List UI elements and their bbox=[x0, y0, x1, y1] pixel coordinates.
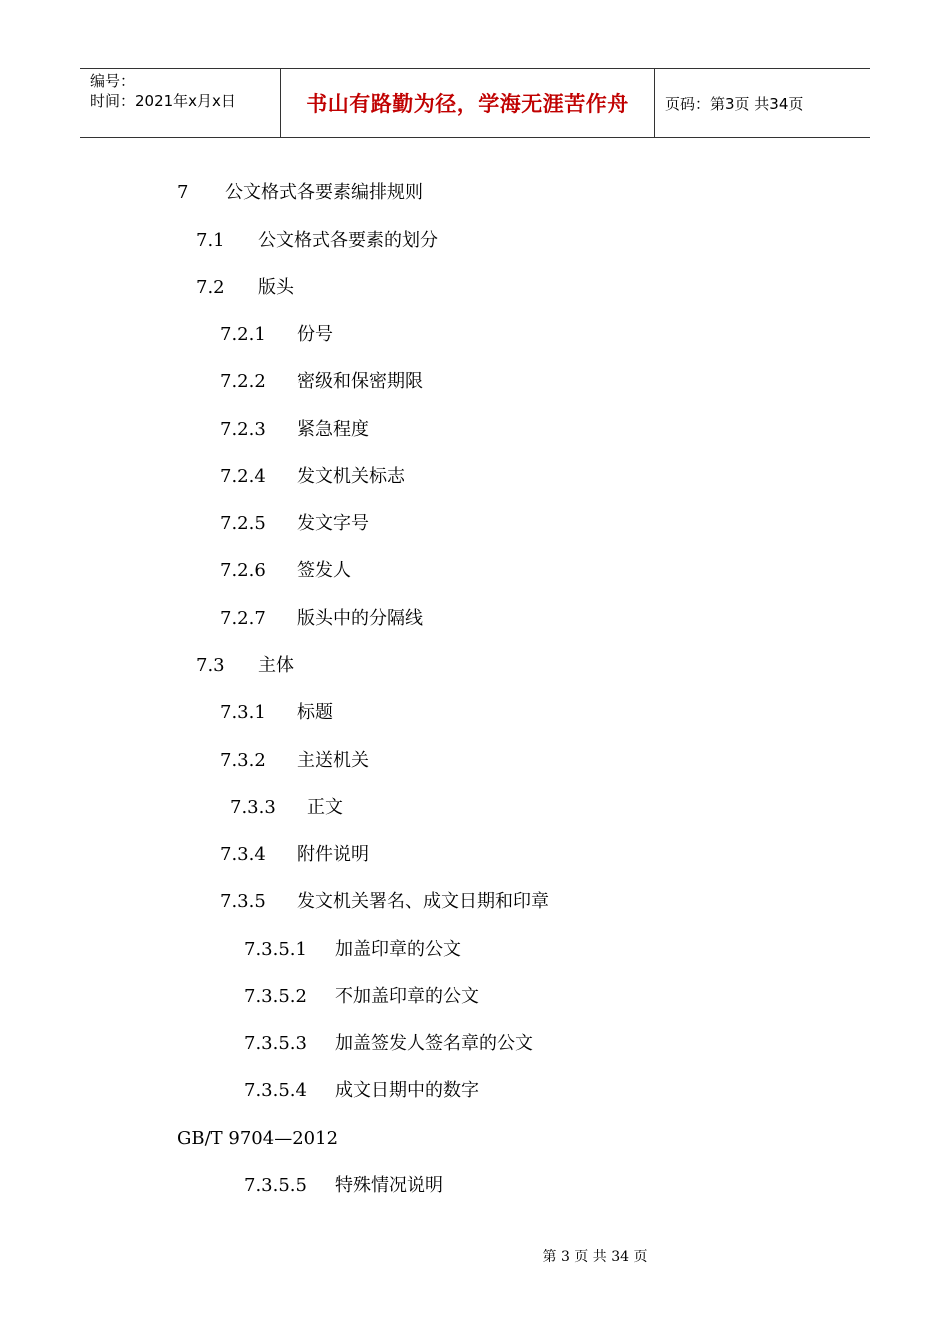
toc-number: 7.2.5 bbox=[220, 513, 266, 534]
toc-number: 7.2.7 bbox=[220, 608, 266, 629]
toc-title: 正文 bbox=[307, 797, 343, 818]
header-motto: 书山有路勤为径，学海无涯苦作舟 bbox=[281, 69, 655, 137]
toc-number: 7.2.2 bbox=[220, 371, 266, 392]
toc-number: 7.3.5.3 bbox=[244, 1033, 307, 1054]
doc-time-label: 时间：2021年x月x日 bbox=[90, 92, 236, 110]
toc-title: 版头中的分隔线 bbox=[297, 608, 423, 629]
toc-title: 特殊情况说明 bbox=[335, 1175, 443, 1196]
toc-number: 7.3.5.1 bbox=[244, 939, 307, 960]
toc-title: 紧急程度 bbox=[297, 419, 369, 440]
toc-number: 7.3.4 bbox=[220, 844, 266, 865]
toc-title: 标题 bbox=[297, 702, 333, 723]
toc-title: 密级和保密期限 bbox=[297, 371, 423, 392]
toc-title: 附件说明 bbox=[297, 844, 369, 865]
toc-title: 成文日期中的数字 bbox=[335, 1080, 479, 1101]
header-page-label: 页码：第3页 共34页 bbox=[665, 94, 804, 113]
toc-title: 发文机关署名、成文日期和印章 bbox=[297, 891, 549, 912]
toc-title: 公文格式各要素编排规则 bbox=[225, 182, 423, 203]
toc-title: 不加盖印章的公文 bbox=[335, 986, 479, 1007]
toc-number: 7.2 bbox=[196, 277, 225, 298]
toc-number: 7.3.3 bbox=[230, 797, 276, 818]
toc-number: 7.3.1 bbox=[220, 702, 266, 723]
toc-title: 加盖签发人签名章的公文 bbox=[335, 1033, 533, 1054]
toc-number: 7.2.1 bbox=[220, 324, 266, 345]
toc-title: 发文机关标志 bbox=[297, 466, 405, 487]
toc-title: 加盖印章的公文 bbox=[335, 939, 461, 960]
toc-title: 签发人 bbox=[297, 560, 351, 581]
page-footer: 第 3 页 共 34 页 bbox=[542, 1249, 648, 1265]
toc-number: 7.3.2 bbox=[220, 750, 266, 771]
toc-title: 公文格式各要素的划分 bbox=[258, 230, 438, 251]
toc-title: 份号 bbox=[297, 324, 333, 345]
toc-number: 7.2.4 bbox=[220, 466, 266, 487]
toc-number: 7 bbox=[177, 182, 189, 203]
doc-number-label: 编号： bbox=[90, 72, 136, 90]
standard-code-text: GB/T 9704—2012 bbox=[177, 1128, 339, 1149]
toc-title: 发文字号 bbox=[297, 513, 369, 534]
toc-title: 主送机关 bbox=[297, 750, 369, 771]
toc-title: 版头 bbox=[258, 277, 294, 298]
page-header bbox=[80, 68, 870, 138]
toc-number: 7.1 bbox=[196, 230, 225, 251]
toc-number: 7.3.5 bbox=[220, 891, 266, 912]
toc-number: 7.3 bbox=[196, 655, 225, 676]
toc-number: 7.3.5.4 bbox=[244, 1080, 307, 1101]
header-info-cell bbox=[80, 69, 281, 137]
toc-title: 主体 bbox=[258, 655, 294, 676]
toc-number: 7.2.3 bbox=[220, 419, 266, 440]
toc-number: 7.3.5.5 bbox=[244, 1175, 307, 1196]
toc-number: 7.2.6 bbox=[220, 560, 266, 581]
toc-number: 7.3.5.2 bbox=[244, 986, 307, 1007]
